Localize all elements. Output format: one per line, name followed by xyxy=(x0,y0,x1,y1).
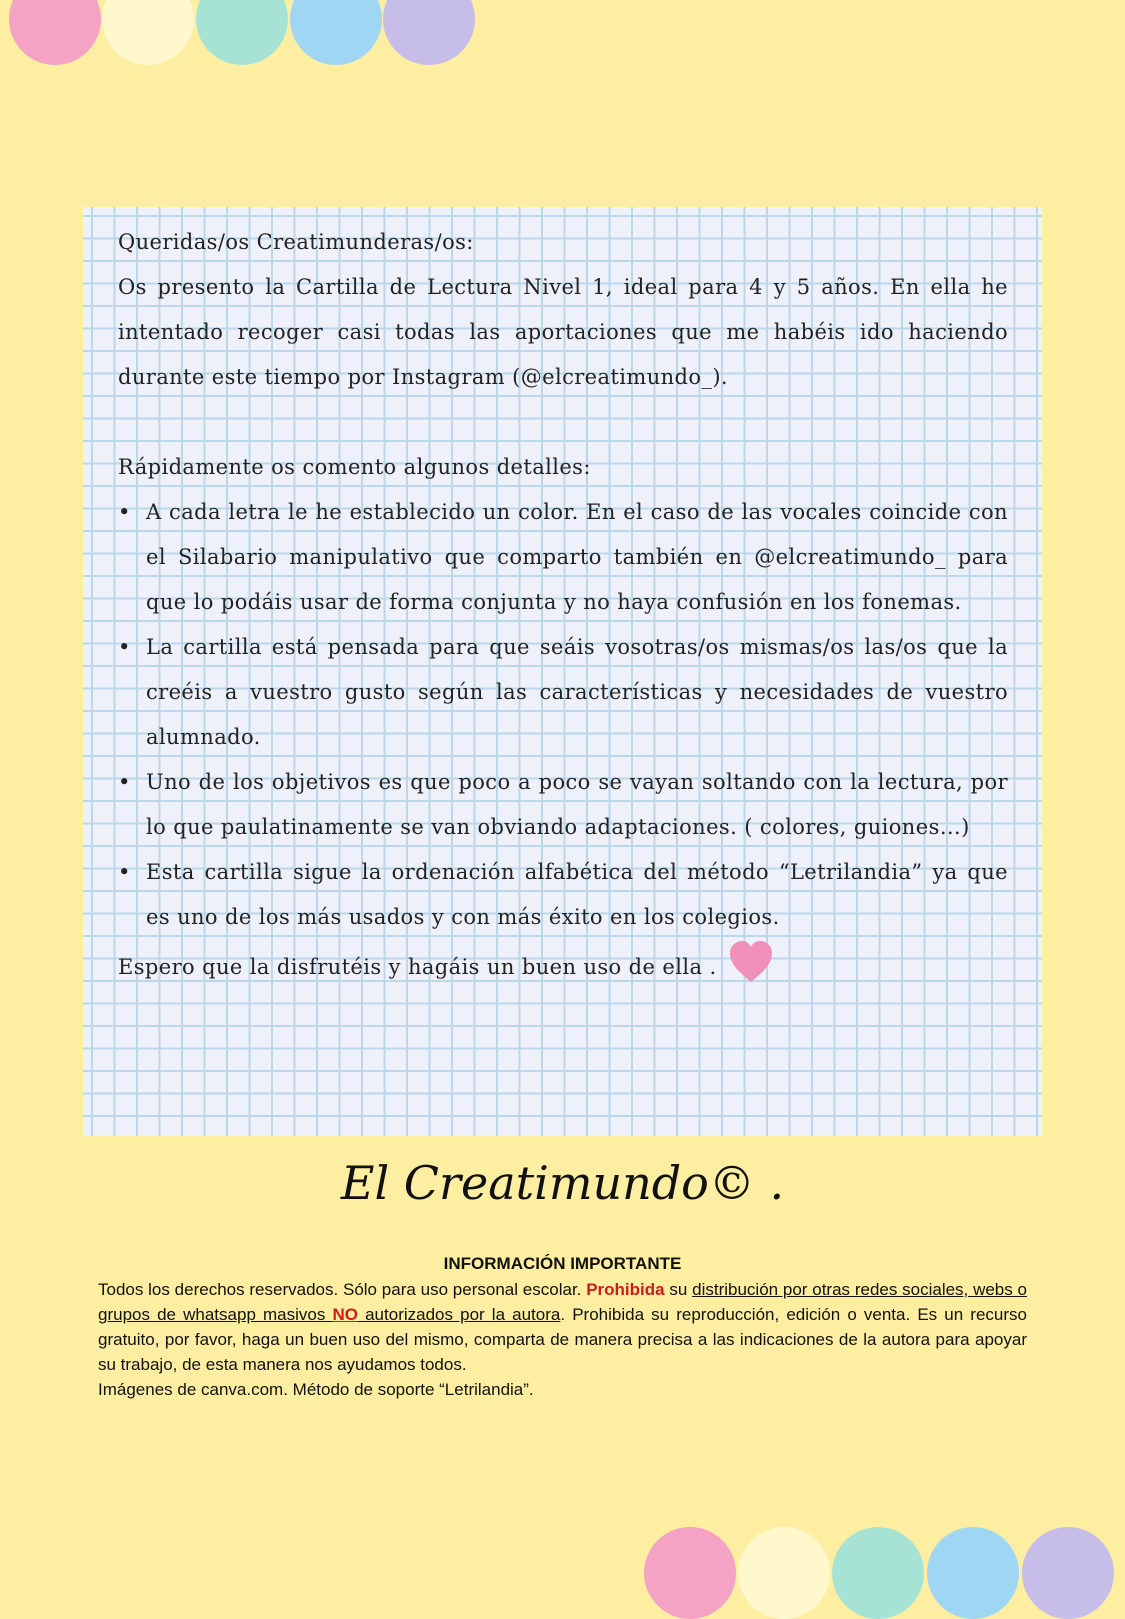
letter-intro: Os presento la Cartilla de Lectura Nivel 1, ideal para 4 y 5 años. En ella he intentado recoger casi todas las aportaciones que me habéis ido haciendo durante este tiempo por Instagram (@elcreatimundo_). xyxy=(118,275,1008,389)
no-highlight: NO xyxy=(332,1305,358,1324)
info-text xyxy=(98,1277,1027,1402)
spacer xyxy=(118,400,1008,445)
decor-dot-mint-top xyxy=(196,0,288,65)
decor-dot-cream-top xyxy=(102,0,194,65)
decor-dot-lilac-top xyxy=(383,0,475,65)
details-list xyxy=(118,490,1008,940)
heart-icon xyxy=(728,940,774,1000)
info-text-part: Todos los derechos reservados. Sólo para uso personal escolar. xyxy=(98,1280,587,1299)
list-item: • Esta cartilla sigue la ordenación alfabética del método “Letrilandia” ya que es uno de los más usados y con más éxito en los colegios. xyxy=(118,850,1008,940)
decor-dot-pink-bottom xyxy=(644,1527,736,1619)
info-text-part: . Prohibida su reproducción, edición o venta. Es un recurso gratuito, por favor, haga un buen uso del mismo, comparta de manera precisa a las indicaciones de la autora para apoyar su trabajo, de esta manera nos ayudamos todos. xyxy=(98,1305,1027,1374)
distribution-underlined: distribución por otras redes sociales, webs o grupos de whatsapp masivos xyxy=(98,1280,1027,1324)
list-item: • La cartilla está pensada para que seáis vosotras/os mismas/os las/os que la creéis a vuestro gusto según las características y necesidades de vuestro alumnado. xyxy=(118,625,1008,760)
letter-body xyxy=(118,220,1008,1000)
letter-closing: Espero que la disfrutéis y hagáis un buen uso de ella . xyxy=(118,955,717,979)
decor-dot-cream-bottom xyxy=(738,1527,830,1619)
decor-dot-lilac-bottom xyxy=(1022,1527,1114,1619)
letter-closing-line xyxy=(118,940,1008,1000)
brand-signature: El Creatimundo© . xyxy=(340,1156,785,1210)
letter-greeting: Queridas/os Creatimunderas/os: xyxy=(118,230,474,254)
decor-dot-blue-bottom xyxy=(927,1527,1019,1619)
list-item: • Uno de los objetivos es que poco a poco se vayan soltando con la lectura, por lo que paulatinamente se van obviando adaptaciones. ( colores, guiones…) xyxy=(118,760,1008,850)
decor-dot-blue-top xyxy=(290,0,382,65)
letter-details-heading: Rápidamente os comento algunos detalles: xyxy=(118,455,591,479)
list-item: • A cada letra le he establecido un color. En el caso de las vocales coincide con el Silabario manipulativo que comparto también en @elcreatimundo_ para que lo podáis usar de forma conjunta y no haya confusión en los fonemas. xyxy=(118,490,1008,625)
info-paragraph xyxy=(98,1277,1027,1377)
prohibida-highlight: Prohibida xyxy=(586,1280,665,1299)
info-text-part: su xyxy=(664,1280,693,1299)
decor-dot-pink-top xyxy=(9,0,101,65)
authorized-underlined: autorizados por la autora xyxy=(357,1305,561,1324)
info-credits: Imágenes de canva.com. Método de soporte “Letrilandia”. xyxy=(98,1380,534,1399)
info-title: INFORMACIÓN IMPORTANTE xyxy=(443,1254,682,1273)
decor-dot-mint-bottom xyxy=(832,1527,924,1619)
